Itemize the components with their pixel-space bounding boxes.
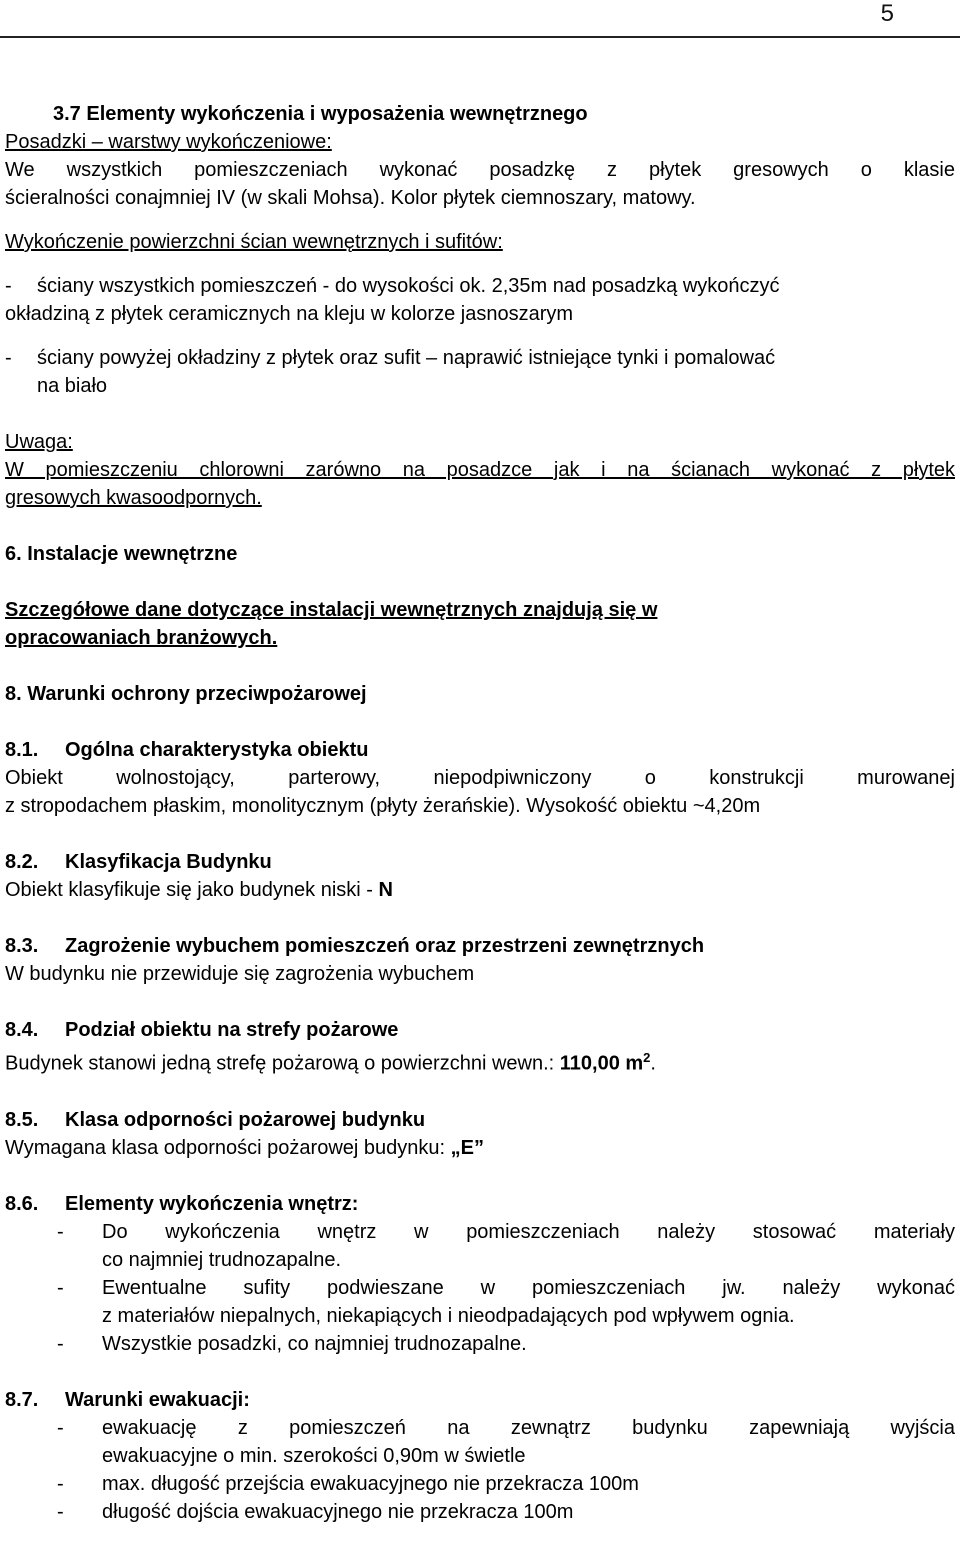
section-8-6-heading <box>5 1190 955 1218</box>
section-8-4-text <box>5 1044 955 1078</box>
section-8-7-title: Warunki ewakuacji: <box>65 1388 250 1411</box>
section-8-1-line-2: z stropodachem płaskim, monolitycznym (płyty żerańskie). Wysokość obiektu ~4,20m <box>5 795 761 817</box>
list-item <box>5 1330 955 1358</box>
section-number: 8.3. <box>5 935 39 957</box>
list-item <box>5 1470 955 1498</box>
floors-text-line-2: ścieralności conajmniej IV (w skali Mohsa). Kolor płytek ciemnoszary, matowy. <box>5 187 696 209</box>
section-8-5-title: Klasa odporności pożarowej budynku <box>65 1108 426 1131</box>
list-dash: - <box>57 1332 64 1355</box>
section-8-4-heading <box>5 1016 955 1044</box>
section-8-7-heading <box>5 1386 955 1414</box>
list-item-text <box>102 1414 955 1470</box>
section-8-5-heading <box>5 1106 955 1134</box>
building-class-value: N <box>378 879 393 901</box>
area-unit-superscript: 2 <box>643 1050 651 1065</box>
walls-item-1 <box>5 272 955 300</box>
list-item-line-1: Ewentualne sufity podwieszane w pomieszczeniach jw. należy wykonać <box>102 1276 955 1299</box>
section-8-1-line-1: Obiekt wolnostojący, parterowy, niepodpiwniczony o konstrukcji murowanej <box>5 767 955 789</box>
list-item-line-1: Wszystkie posadzki, co najmniej trudnozapalne. <box>102 1332 527 1355</box>
section-6-line-2: opracowaniach branżowych. <box>5 627 278 649</box>
list-item-text <box>102 1470 955 1498</box>
list-item <box>5 1414 955 1470</box>
section-3-7-title: 3.7 Elementy wykończenia i wyposażenia wewnętrznego <box>53 103 588 125</box>
section-number: 8.6. <box>5 1192 39 1215</box>
list-item-line-2: co najmniej trudnozapalne. <box>102 1248 342 1271</box>
list-item-text <box>102 1498 955 1526</box>
walls-item-1-line-2: okładziną z płytek ceramicznych na kleju w kolorze jasnoszarym <box>5 303 574 325</box>
list-dash: - <box>57 1500 64 1523</box>
fire-class-value: „E” <box>450 1136 484 1159</box>
list-item-line-2: ewakuacyjne o min. szerokości 0,90m w świetle <box>102 1444 526 1467</box>
section-8-4-end: . <box>650 1052 656 1075</box>
section-8-2-title: Klasyfikacja Budynku <box>65 851 272 873</box>
section-8-3-heading <box>5 932 955 960</box>
section-8-3-text: W budynku nie przewiduje się zagrożenia wybuchem <box>5 963 475 985</box>
section-number: 8.4. <box>5 1019 39 1041</box>
list-dash: - <box>57 1276 64 1299</box>
list-dash: - <box>57 1220 64 1243</box>
list-item <box>5 1498 955 1526</box>
floors-text-line-1: We wszystkich pomieszczeniach wykonać posadzkę z płytek gresowych o klasie <box>5 159 955 181</box>
section-8-4-text-main: Budynek stanowi jedną strefę pożarową o powierzchni wewn.: <box>5 1052 560 1075</box>
document-body <box>5 100 955 1526</box>
area-value: 110,00 m <box>559 1052 644 1075</box>
walls-item-2 <box>5 344 955 372</box>
section-number: 8.1. <box>5 739 39 761</box>
list-item <box>5 1218 955 1274</box>
list-item-line-1: max. długość przejścia ewakuacyjnego nie przekracza 100m <box>102 1472 639 1495</box>
list-item-text <box>102 1330 955 1358</box>
page-number: 5 <box>880 0 894 27</box>
section-number: 8.7. <box>5 1388 39 1411</box>
section-8-3-title: Zagrożenie wybuchem pomieszczeń oraz przestrzeni zewnętrznych <box>65 935 705 957</box>
section-8-1-heading <box>5 736 955 764</box>
list-dash: - <box>57 1416 64 1439</box>
list-item-line-2: z materiałów niepalnych, niekapiących i nieodpadających pod wpływem ognia. <box>102 1304 795 1327</box>
list-dash: - <box>5 275 12 297</box>
list-item <box>5 1274 955 1330</box>
list-dash: - <box>5 347 12 369</box>
section-8-4-title: Podział obiektu na strefy pożarowe <box>65 1019 399 1041</box>
section-8-1-title: Ogólna charakterystyka obiektu <box>65 739 369 761</box>
walls-item-1-line-1: ściany wszystkich pomieszczeń - do wysokości ok. 2,35m nad posadzką wykończyć <box>37 275 780 297</box>
list-item-line-1: Do wykończenia wnętrz w pomieszczeniach należy stosować materiały <box>102 1220 955 1243</box>
list-item-line-1: ewakuację z pomieszczeń na zewnątrz budynku zapewniają wyjścia <box>102 1416 955 1439</box>
header-rule <box>0 36 960 38</box>
walls-item-2-line-1: ściany powyżej okładziny z płytek oraz sufit – naprawić istniejące tynki i pomalować <box>37 347 776 369</box>
list-item-text <box>102 1218 955 1274</box>
walls-heading: Wykończenie powierzchni ścian wewnętrznych i sufitów: <box>5 231 503 253</box>
section-6-title: 6. Instalacje wewnętrzne <box>5 543 238 565</box>
note-line-2: gresowych kwasoodpornych. <box>5 487 262 509</box>
section-8-5-text <box>5 1134 955 1162</box>
list-item-text <box>102 1274 955 1330</box>
walls-item-2-line-2: na biało <box>37 375 108 397</box>
floors-heading: Posadzki – warstwy wykończeniowe: <box>5 131 332 153</box>
note-line-1: W pomieszczeniu chlorowni zarówno na posadzce jak i na ścianach wykonać z płytek <box>5 459 955 481</box>
section-8-5-text-main: Wymagana klasa odporności pożarowej budynku: <box>5 1136 451 1159</box>
note-label: Uwaga: <box>5 431 73 453</box>
section-8-2-text-main: Obiekt klasyfikuje się jako budynek niski - <box>5 879 379 901</box>
section-8-2-heading <box>5 848 955 876</box>
section-8-6-title: Elementy wykończenia wnętrz: <box>65 1192 359 1215</box>
section-number: 8.5. <box>5 1108 39 1131</box>
list-item-line-1: długość dojścia ewakuacyjnego nie przekracza 100m <box>102 1500 574 1523</box>
section-8-title: 8. Warunki ochrony przeciwpożarowej <box>5 683 367 705</box>
section-6-line-1: Szczegółowe dane dotyczące instalacji wewnętrznych znajdują się w <box>5 599 658 621</box>
list-dash: - <box>57 1472 64 1495</box>
section-8-2-text <box>5 876 955 904</box>
section-number: 8.2. <box>5 851 39 873</box>
